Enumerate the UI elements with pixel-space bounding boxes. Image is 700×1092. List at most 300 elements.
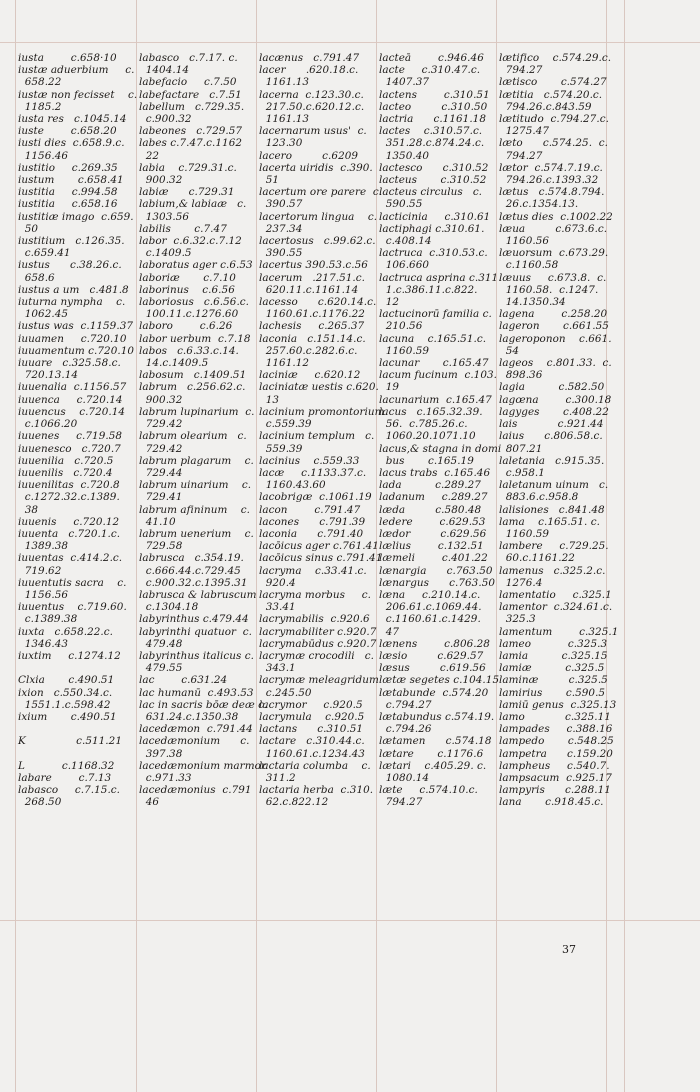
index-entry: laletania c.915.35. xyxy=(499,454,605,467)
index-entry: c.659.41 xyxy=(18,247,71,260)
index-entry: iuuamen c.720.10 xyxy=(18,332,127,345)
index-entry: laciniæ c.620.12 xyxy=(259,369,361,382)
index-entry: lacertum ore parere c. xyxy=(259,186,383,199)
index-entry: lactaria herba c.310. xyxy=(259,784,374,797)
index-entry: lac humanū c.493.53 xyxy=(139,686,254,699)
index-entry: laboratus ager c.6.53 xyxy=(139,259,253,272)
index-entry: 14.1350.34 xyxy=(499,296,566,309)
index-entry: lacrymabilis c.920.6 xyxy=(259,613,370,626)
index-entry: 26.c.1354.13. xyxy=(499,198,579,211)
index-entry: c.666.44.c.729.45 xyxy=(139,564,241,577)
index-entry: lacernarum usus' c. xyxy=(259,125,367,138)
index-entry: lamenus c.325.2.c. xyxy=(499,564,606,577)
index-entry: 631.24.c.1350.38 xyxy=(139,710,239,723)
index-entry: lacus c.165.32.39. xyxy=(379,405,483,418)
index-entry: iustitio c.269.35 xyxy=(18,161,118,174)
index-entry: laboriæ c.7.10 xyxy=(139,271,236,284)
index-entry: lalisiones c.841.48 xyxy=(499,503,605,516)
index-entry: lacrymæ crocodili c. xyxy=(259,649,374,662)
index-entry: lacedæmonius c.791 xyxy=(139,784,252,797)
index-entry: 794.26.c.1393.32 xyxy=(499,174,599,187)
index-column-2 xyxy=(139,52,268,809)
index-entry: lætor c.574.7.19.c. xyxy=(499,161,603,174)
index-entry: lada c.289.27 xyxy=(379,479,481,492)
index-entry: iustus was c.1159.37 xyxy=(18,320,134,333)
index-entry: 100.11.c.1276.60 xyxy=(139,308,239,321)
index-entry: 1156.46 xyxy=(18,149,69,162)
index-entry: lætæ segetes c.104.15 xyxy=(379,674,500,687)
index-entry: c.958.1 xyxy=(499,466,545,479)
index-entry: laletanum uinum c. xyxy=(499,479,609,492)
index-column-1 xyxy=(18,52,138,809)
index-entry: lacedæmonium marmor xyxy=(139,759,266,772)
index-entry: laius c.806.58.c. xyxy=(499,430,603,443)
index-entry: iuuenilia c.720.5 xyxy=(18,454,114,467)
index-entry: 56. c.785.26.c. xyxy=(379,418,468,431)
index-entry: lacrymula c.920.5 xyxy=(259,710,365,723)
index-entry: c.1160.61.c.1429. xyxy=(379,613,481,626)
index-entry: 38 xyxy=(18,503,39,516)
index-entry: labrusca & labruscum xyxy=(139,588,257,601)
index-entry: labia c.729.31.c. xyxy=(139,161,237,174)
index-entry: lætare c.1176.6 xyxy=(379,747,484,760)
index-entry: 1161.13 xyxy=(259,76,310,89)
index-entry: 106.660 xyxy=(379,259,430,272)
index-entry: lamirius c.590.5 xyxy=(499,686,606,699)
index-entry: iuuenta c.720.1.c. xyxy=(18,527,121,540)
index-entry: lampetra c.159.20 xyxy=(499,747,613,760)
index-entry: lagyges c.408.22 xyxy=(499,405,609,418)
index-entry: lacertosus c.99.62.c. xyxy=(259,235,376,248)
index-entry: lacero c.6209 xyxy=(259,149,359,162)
index-entry: 1407.37 xyxy=(379,76,430,89)
index-entry: lampedo c.548.25 xyxy=(499,735,614,748)
index-entry: 1303.56 xyxy=(139,210,190,223)
index-entry: lætari c.405.29. c. xyxy=(379,759,487,772)
index-entry: laconia c.151.14.c. xyxy=(259,332,366,345)
index-entry: 268.50 xyxy=(18,796,62,809)
index-entry: iustus c.38.26.c. xyxy=(18,259,122,272)
index-entry: lætabundus c.574.19. xyxy=(379,710,495,723)
index-entry: lacōicus ager c.761.41 xyxy=(259,540,379,553)
index-entry: lacer .620.18.c. xyxy=(259,64,359,77)
index-entry: 325.3 xyxy=(499,613,536,626)
index-entry: læmeli c.401.22 xyxy=(379,552,488,565)
index-entry: lactucinorū familia c. xyxy=(379,308,492,321)
index-entry: laconia c.791.40 xyxy=(259,527,364,540)
index-entry: labiæ c.729.31 xyxy=(139,186,235,199)
index-entry: lampsacum c.925.17 xyxy=(499,771,612,784)
index-entry: 1161.12 xyxy=(259,357,310,370)
index-entry: iustitiæ imago c.659. xyxy=(18,210,134,223)
index-entry: 257.60.c.282.6.c. xyxy=(259,344,358,357)
index-entry: lactiphagi c.310.61. xyxy=(379,222,485,235)
index-entry: c.971.33 xyxy=(139,771,192,784)
index-entry: iuuenis c.720.12 xyxy=(18,515,120,528)
index-entry: 33.41 xyxy=(259,601,296,614)
index-entry: iustæ aduerbium c. xyxy=(18,64,135,77)
index-entry: iusta c.658·10 xyxy=(18,52,117,64)
index-entry: lactria c.1161.18 xyxy=(379,113,487,126)
index-entry: 729.42 xyxy=(139,442,183,455)
index-entry: lætitudo c.794.27.c. xyxy=(499,113,609,126)
index-entry: labor c.6.32.c.7.12 xyxy=(139,235,242,248)
index-column-3 xyxy=(259,52,385,809)
index-entry: 1276.4 xyxy=(499,576,543,589)
index-entry: labrum uenerium c. xyxy=(139,527,254,540)
index-entry: lacedæmon c.791.44 xyxy=(139,723,253,736)
index-entry: ixium c.490.51 xyxy=(18,710,117,723)
index-entry: læuorsum c.673.29. xyxy=(499,247,609,260)
index-entry: 390.57 xyxy=(259,198,303,211)
index-entry: lactans c.310.51 xyxy=(259,723,364,736)
index-entry: labosum c.1409.51 xyxy=(139,369,247,382)
index-entry: 41.10 xyxy=(139,515,176,528)
index-entry: 1060.20.1071.10 xyxy=(379,430,476,443)
index-entry: lamiæ c.325.5 xyxy=(499,662,605,675)
index-entry: læuus c.673.8. c. xyxy=(499,271,607,284)
index-entry: 311.2 xyxy=(259,771,296,784)
index-entry: lacus,& stagna in domi xyxy=(379,442,502,455)
index-entry: lacryma c.33.41.c. xyxy=(259,564,367,577)
index-entry: 1160.58. c.1247. xyxy=(499,283,599,296)
index-entry: lacon c.791.47 xyxy=(259,503,361,516)
index-entry: 1160.43.60 xyxy=(259,479,326,492)
index-entry: 1551.1.c.598.42 xyxy=(18,698,111,711)
index-entry: iusta res c.1045.14 xyxy=(18,113,127,126)
index-entry: ledere c.629.53 xyxy=(379,515,486,528)
index-entry: iustus a um c.481.8 xyxy=(18,283,129,296)
ruling-line xyxy=(624,0,625,1092)
index-entry: labasco c.7.17. c. xyxy=(139,52,238,64)
index-entry: lacæ c.1133.37.c. xyxy=(259,466,367,479)
index-entry: labrusca c.354.19. xyxy=(139,552,244,565)
index-entry: labrum afininum c. xyxy=(139,503,250,516)
index-entry: 1062.45 xyxy=(18,308,69,321)
index-entry: iusti dies c.658.9.c. xyxy=(18,137,125,150)
index-entry: lætabunde c.574.20 xyxy=(379,686,489,699)
index-entry: iuuare c.325.58.c. xyxy=(18,357,121,370)
index-entry: læsus c.619.56 xyxy=(379,662,486,675)
index-entry: lagœna c.300.18 xyxy=(499,393,612,406)
ruling-line xyxy=(0,920,700,921)
index-entry: lacunar c.165.47 xyxy=(379,357,489,370)
ruling-line xyxy=(136,0,137,1092)
index-entry: c.900.32 xyxy=(139,113,192,126)
index-entry: lama c.165.51. c. xyxy=(499,515,600,528)
index-entry: 658.6 xyxy=(18,271,55,284)
index-entry: lageroponon c.661. xyxy=(499,332,612,345)
index-entry: iuuamentum c.720.10 xyxy=(18,344,135,357)
index-entry: c.1304.18 xyxy=(139,601,199,614)
index-entry: lætisco c.574.27 xyxy=(499,76,607,89)
index-entry: lacedæmonium c. xyxy=(139,735,250,748)
index-entry: labrum uinarium c. xyxy=(139,479,252,492)
index-entry: 883.6.c.958.8 xyxy=(499,491,579,504)
index-entry: laboro c.6.26 xyxy=(139,320,233,333)
index-entry: lacteus c.310.52 xyxy=(379,174,487,187)
index-entry: lacinius c.559.33 xyxy=(259,454,360,467)
index-entry: c.794.26 xyxy=(379,723,432,736)
index-entry: 217.50.c.620.12.c. xyxy=(259,100,365,113)
index-entry: 62.c.822.12 xyxy=(259,796,329,809)
index-entry: 729.44 xyxy=(139,466,183,479)
index-entry: 1185.2 xyxy=(18,100,62,113)
index-entry: 1404.14 xyxy=(139,64,190,77)
index-entry: 54 xyxy=(499,344,520,357)
index-entry: laminæ c.325.5 xyxy=(499,674,608,687)
index-entry: lacrymor c.920.5 xyxy=(259,698,363,711)
index-entry: iustitium c.126.35. xyxy=(18,235,125,248)
index-entry: lampades c.388.16 xyxy=(499,723,613,736)
index-entry: iuuenes c.719.58 xyxy=(18,430,123,443)
index-entry: lacuna c.165.51.c. xyxy=(379,332,487,345)
index-entry: 1350.40 xyxy=(379,149,430,162)
index-entry: lamentatio c.325.1 xyxy=(499,588,612,601)
index-entry: lamentum c.325.1 xyxy=(499,625,619,638)
ruling-line xyxy=(256,0,257,1092)
index-entry: K c.511.21 xyxy=(18,735,122,748)
index-entry: iuuentus c.719.60. xyxy=(18,601,127,614)
index-entry: læsio c.629.57 xyxy=(379,649,484,662)
index-entry: iuturna nympha c. xyxy=(18,296,126,309)
index-entry: 794.26.c.843.59 xyxy=(499,100,592,113)
index-entry: lagena c.258.20 xyxy=(499,308,608,321)
index-entry: 343.1 xyxy=(259,662,296,675)
index-entry: lamo c.325.11 xyxy=(499,710,611,723)
index-entry: labefacio c.7.50 xyxy=(139,76,237,89)
index-entry: 1160.61.c.1176.22 xyxy=(259,308,365,321)
index-entry: c.1409.5 xyxy=(139,247,192,260)
index-entry: lagia c.582.50 xyxy=(499,381,605,394)
index-entry: c.794.27 xyxy=(379,698,432,711)
index-entry: iustæ non fecisset c. xyxy=(18,88,138,101)
index-entry: 1160.59 xyxy=(499,527,550,540)
index-entry: lænargus c.763.50 xyxy=(379,576,496,589)
index-entry: 900.32 xyxy=(139,174,183,187)
index-entry: c.559.39 xyxy=(259,418,312,431)
index-entry: lac c.631.24 xyxy=(139,674,228,687)
index-entry: 1160.59 xyxy=(379,344,430,357)
index-column-4 xyxy=(379,52,502,809)
index-entry: 13 xyxy=(259,393,280,406)
index-entry: iuuencus c.720.14 xyxy=(18,405,126,418)
index-entry: lactare c.310.44.c. xyxy=(259,735,365,748)
index-entry: 47 xyxy=(379,625,400,638)
index-entry: iustitia c.994.58 xyxy=(18,186,118,199)
index-entry: iustum c.658.41 xyxy=(18,174,124,187)
index-entry: lacrymæ meleagridum xyxy=(259,674,379,687)
index-entry: 720.13.14 xyxy=(18,369,79,382)
index-entry: 19 xyxy=(379,381,400,394)
index-entry: iuuenesco c.720.7 xyxy=(18,442,121,455)
index-entry: labes c.7.47.c.1162 xyxy=(139,137,243,150)
index-entry: lageos c.801.33. c. xyxy=(499,357,612,370)
index-entry: labyrinthi quatuor c. xyxy=(139,625,252,638)
index-entry: c.1389.38 xyxy=(18,613,78,626)
index-entry: 1160.61.c.1234.43 xyxy=(259,747,365,760)
index-entry: 60.c.1161.22 xyxy=(499,552,575,565)
index-entry: lac in sacris bōæ deæ c. xyxy=(139,698,268,711)
index-entry: lacteo c.310.50 xyxy=(379,100,488,113)
index-entry xyxy=(18,662,134,674)
index-entry: iuuenilis c.720.4 xyxy=(18,466,113,479)
index-entry: lamiū genus c.325.13 xyxy=(499,698,617,711)
index-entry: 22 xyxy=(139,149,160,162)
index-entry: 210.56 xyxy=(379,320,423,333)
index-entry: labellum c.729.35. xyxy=(139,100,245,113)
index-entry: 12 xyxy=(379,296,400,309)
index-entry: 479.48 xyxy=(139,637,183,650)
index-entry: 920.4 xyxy=(259,576,296,589)
index-entry: lactaria columba c. xyxy=(259,759,371,772)
index-entry: lætitia c.574.20.c. xyxy=(499,88,603,101)
index-entry: labyrinthus c.479.44 xyxy=(139,613,249,626)
index-entry: lactruca c.310.53.c. xyxy=(379,247,488,260)
index-entry: lacerta uiridis c.390. xyxy=(259,161,373,174)
index-entry: lacōicus sinus c.791.41 xyxy=(259,552,383,565)
page-number: 37 xyxy=(562,943,576,956)
index-entry: ixion c.550.34.c. xyxy=(18,686,113,699)
index-entry: Clxia c.490.51 xyxy=(18,674,115,687)
index-entry: 1389.38 xyxy=(18,540,69,553)
index-entry: labrum olearium c. xyxy=(139,430,247,443)
index-entry: 479.55 xyxy=(139,662,183,675)
index-entry: lacrymabiliter c.920.7 xyxy=(259,625,377,638)
index-entry: iuuentutis sacra c. xyxy=(18,576,127,589)
index-entry: iuuenilitas c.720.8 xyxy=(18,479,120,492)
index-entry: labos c.6.33.c.14. xyxy=(139,344,239,357)
index-entry: lambere c.729.25. xyxy=(499,540,609,553)
index-entry: iustitia c.658.16 xyxy=(18,198,118,211)
index-entry: lactens c.310.51 xyxy=(379,88,490,101)
index-entry: lacteā c.946.46 xyxy=(379,52,484,64)
index-entry: 390.55 xyxy=(259,247,303,260)
index-entry: iuxtim c.1274.12 xyxy=(18,649,121,662)
index-entry: c.900.32.c.1395.31 xyxy=(139,576,248,589)
index-entry: 123.30 xyxy=(259,137,303,150)
index-entry: lacticinia c.310.61 xyxy=(379,210,491,223)
index-entry: 397.38 xyxy=(139,747,183,760)
index-entry: 1156.56 xyxy=(18,588,69,601)
index-entry: c.245.50 xyxy=(259,686,312,699)
index-entry: 206.61.c.1069.44. xyxy=(379,601,482,614)
index-entry: iuuenalia c.1156.57 xyxy=(18,381,127,394)
index-entry: lacones c.791.39 xyxy=(259,515,366,528)
index-entry: lacobrigæ c.1061.19 xyxy=(259,491,372,504)
index-entry: 1346.43 xyxy=(18,637,69,650)
index-entry: lætus dies c.1002.22 xyxy=(499,210,613,223)
index-entry: labrum plagarum c. xyxy=(139,454,254,467)
index-entry: 794.27 xyxy=(499,64,543,77)
index-entry: lageron c.661.55 xyxy=(499,320,609,333)
index-entry: 719.62 xyxy=(18,564,62,577)
index-entry: 729.58 xyxy=(139,540,183,553)
index-entry: 794.27 xyxy=(499,149,543,162)
index-entry: labefactare c.7.51 xyxy=(139,88,242,101)
index-entry: iuuenca c.720.14 xyxy=(18,393,123,406)
index-entry: lacesso c.620.14.c. xyxy=(259,296,377,309)
index-entry: 900.32 xyxy=(139,393,183,406)
index-entry: lamentor c.324.61.c. xyxy=(499,601,613,614)
index-entry: lacte c.310.47.c. xyxy=(379,64,481,77)
index-entry: laboriosus c.6.56.c. xyxy=(139,296,250,309)
index-entry: 14.c.1409.5 xyxy=(139,357,209,370)
index-entry: lacus trabs c.165.46 xyxy=(379,466,491,479)
index-entry: labor uerbum c.7.18 xyxy=(139,332,251,345)
index-entry: læna c.210.14.c. xyxy=(379,588,481,601)
index-entry: 559.39 xyxy=(259,442,303,455)
index-entry: lacum fucinum c.103. xyxy=(379,369,498,382)
index-entry: 729.42 xyxy=(139,418,183,431)
index-entry xyxy=(18,748,134,760)
index-entry: 237.34 xyxy=(259,222,303,235)
index-entry: 351.28.c.874.24.c. xyxy=(379,137,485,150)
index-entry: lactesco c.310.52 xyxy=(379,161,489,174)
index-entry: 1160.56 xyxy=(499,235,550,248)
index-entry: lacinium templum c. xyxy=(259,430,375,443)
index-entry: lampheus c.540.7. xyxy=(499,759,610,772)
index-entry xyxy=(18,723,134,735)
index-entry: 50 xyxy=(18,222,39,235)
index-entry: labrum c.256.62.c. xyxy=(139,381,246,394)
index-entry: laborinus c.6.56 xyxy=(139,283,235,296)
index-entry: laciniatæ uestis c.620. xyxy=(259,381,379,394)
index-entry: lampyris c.288.11 xyxy=(499,784,611,797)
index-entry: 658.22 xyxy=(18,76,62,89)
index-entry: iuuentas c.414.2.c. xyxy=(18,552,123,565)
index-entry: 1161.13 xyxy=(259,113,310,126)
index-entry: lamia c.325.15 xyxy=(499,649,608,662)
ruling-line xyxy=(496,0,497,1092)
index-entry: 590.55 xyxy=(379,198,423,211)
index-entry: lacrymabūdus c.920.7 xyxy=(259,637,377,650)
index-entry: lælius c.132.51 xyxy=(379,540,484,553)
index-entry: lænargia c.763.50 xyxy=(379,564,493,577)
index-entry: lædor c.629.56 xyxy=(379,527,487,540)
ruling-line xyxy=(15,0,16,1092)
index-column-5 xyxy=(499,52,619,809)
index-entry: labare c.7.13 xyxy=(18,771,112,784)
index-entry: c.1160.58 xyxy=(499,259,559,272)
index-entry: 620.11.c.1161.14 xyxy=(259,283,359,296)
index-entry: lactes c.310.57.c. xyxy=(379,125,483,138)
index-entry: lacteus circulus c. xyxy=(379,186,483,199)
index-entry: lacryma morbus c. xyxy=(259,588,371,601)
index-entry: lacunarium c.165.47 xyxy=(379,393,492,406)
index-entry: læda c.580.48 xyxy=(379,503,482,516)
index-entry: labrum lupinarium c. xyxy=(139,405,255,418)
index-entry: 794.27 xyxy=(379,796,423,809)
index-entry: 898.36 xyxy=(499,369,543,382)
index-entry: 46 xyxy=(139,796,160,809)
index-entry: lacertus 390.53.c.56 xyxy=(259,259,368,272)
index-entry: c.408.14 xyxy=(379,235,432,248)
index-entry: lacænus c.791.47 xyxy=(259,52,360,64)
index-entry: lais c.921.44 xyxy=(499,418,604,431)
index-entry: lætamen c.574.18 xyxy=(379,735,492,748)
index-entry: 1275.47 xyxy=(499,125,550,138)
index-entry: 51 xyxy=(259,174,280,187)
index-entry: lænens c.806.28 xyxy=(379,637,490,650)
index-entry: c.1272.32.c.1389. xyxy=(18,491,120,504)
index-entry: ladanum c.289.27 xyxy=(379,491,488,504)
index-entry: labeones c.729.57 xyxy=(139,125,243,138)
index-entry: lætus c.574.8.794. xyxy=(499,186,605,199)
index-entry: lacinium promontorium xyxy=(259,405,385,418)
index-entry: iuste c.658.20 xyxy=(18,125,117,138)
index-entry: lacertorum lingua c. xyxy=(259,210,378,223)
